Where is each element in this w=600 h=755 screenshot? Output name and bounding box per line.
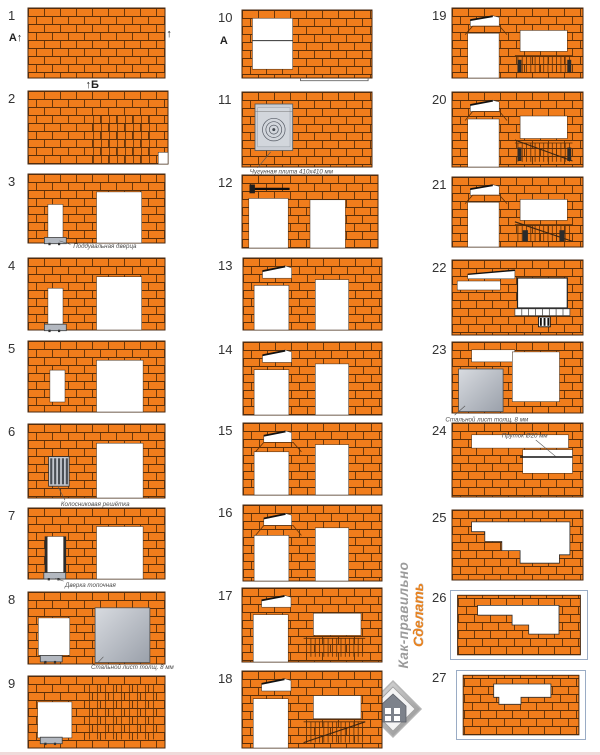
- brick-course-diagram-2: [28, 91, 168, 164]
- course-number-10: 10: [218, 10, 233, 25]
- section-label: ↑: [166, 28, 172, 40]
- course-number-6: 6: [8, 424, 16, 439]
- course-number-23: 23: [432, 342, 447, 357]
- brick-course-diagram-12: [242, 175, 378, 248]
- course-number-17: 17: [218, 588, 233, 603]
- course-number-16: 16: [218, 505, 233, 520]
- brick-course-diagram-19: [452, 8, 583, 78]
- course-number-3: 3: [8, 174, 16, 189]
- section-label: А: [219, 34, 228, 47]
- annotation-text: Колосниковая решётка: [60, 501, 130, 508]
- grate: [49, 457, 70, 487]
- course-number-22: 22: [432, 260, 447, 275]
- course-number-21: 21: [432, 177, 447, 192]
- course-number-24: 24: [432, 423, 447, 438]
- annotation-text: Стальной лист толщ. 8 мм: [91, 664, 174, 671]
- stove-door: [40, 737, 62, 745]
- course-number-15: 15: [218, 423, 233, 438]
- brick-course-diagram-24: [452, 423, 583, 497]
- stove-door: [40, 655, 62, 663]
- course-number-20: 20: [432, 92, 447, 107]
- brick-course-diagram-11: [242, 92, 372, 176]
- brick-course-diagram-18: [242, 671, 382, 748]
- annotation-text: Дверка топочная: [65, 581, 116, 589]
- course-number-7: 7: [8, 508, 16, 523]
- brick-course-diagram-6: [28, 424, 165, 508]
- steel-sheet: [459, 369, 504, 412]
- course-number-4: 4: [8, 258, 16, 273]
- stove-door: [44, 324, 66, 332]
- stove-door: [44, 573, 66, 581]
- brick-course-diagram-16: [243, 505, 382, 581]
- course-number-9: 9: [8, 676, 16, 691]
- course-number-27: 27: [432, 670, 447, 685]
- course-number-13: 13: [218, 258, 233, 273]
- brick-course-diagram-10: [242, 10, 372, 78]
- cast-iron-plate: [255, 104, 293, 151]
- annotation-text: Пруток Ø20 мм: [501, 432, 548, 440]
- brick-course-diagram-1: [28, 8, 165, 78]
- course-number-2: 2: [8, 91, 16, 106]
- steel-sheet: [95, 608, 150, 663]
- course-number-19: 19: [432, 8, 447, 23]
- brick-course-diagram-14: [243, 342, 382, 415]
- course-number-26: 26: [432, 590, 447, 605]
- brick-course-diagram-13: [243, 258, 382, 330]
- brick-course-diagram-9: [28, 676, 165, 748]
- small-grate: [539, 317, 551, 327]
- watermark-line-1: Как-правильно: [396, 561, 411, 669]
- course-number-5: 5: [8, 341, 16, 356]
- brick-course-diagram-17: [242, 588, 382, 662]
- watermark-line-2: Сделать: [410, 583, 426, 647]
- annotation-text: Поддувальная дверца: [73, 243, 137, 250]
- brick-course-diagram-23: [445, 342, 583, 424]
- brick-course-diagram-8: [28, 592, 174, 671]
- course-number-14: 14: [218, 342, 233, 357]
- annotation-text: Стальной лист толщ. 8 мм: [445, 416, 529, 424]
- site-watermark: [396, 540, 426, 690]
- brick-course-diagram-4: [28, 258, 165, 330]
- course-number-8: 8: [8, 592, 16, 607]
- course-number-12: 12: [218, 175, 233, 190]
- grate-ticks: [515, 309, 570, 316]
- course-number-11: 11: [218, 92, 232, 107]
- course-number-25: 25: [432, 510, 447, 525]
- brick-course-diagram-20: [452, 92, 583, 167]
- stove-door: [44, 238, 66, 246]
- course-number-18: 18: [218, 671, 233, 686]
- brick-course-diagram-25: [452, 510, 583, 580]
- brick-course-diagram-27: [456, 670, 586, 740]
- course-number-1: 1: [8, 8, 16, 23]
- brick-course-diagram-3: [28, 174, 165, 250]
- brick-course-diagram-5: [28, 341, 165, 412]
- section-label: А↑: [8, 32, 23, 45]
- brick-course-diagram-7: [28, 508, 165, 589]
- brick-course-diagram-21: [452, 177, 583, 247]
- brick-course-diagram-22: [452, 260, 583, 335]
- section-label: ↑Б: [85, 79, 99, 92]
- brick-course-diagram-26: [450, 590, 588, 660]
- brick-course-diagram-15: [243, 423, 382, 495]
- annotation-text: Чугунная плита 410х410 мм: [249, 168, 334, 176]
